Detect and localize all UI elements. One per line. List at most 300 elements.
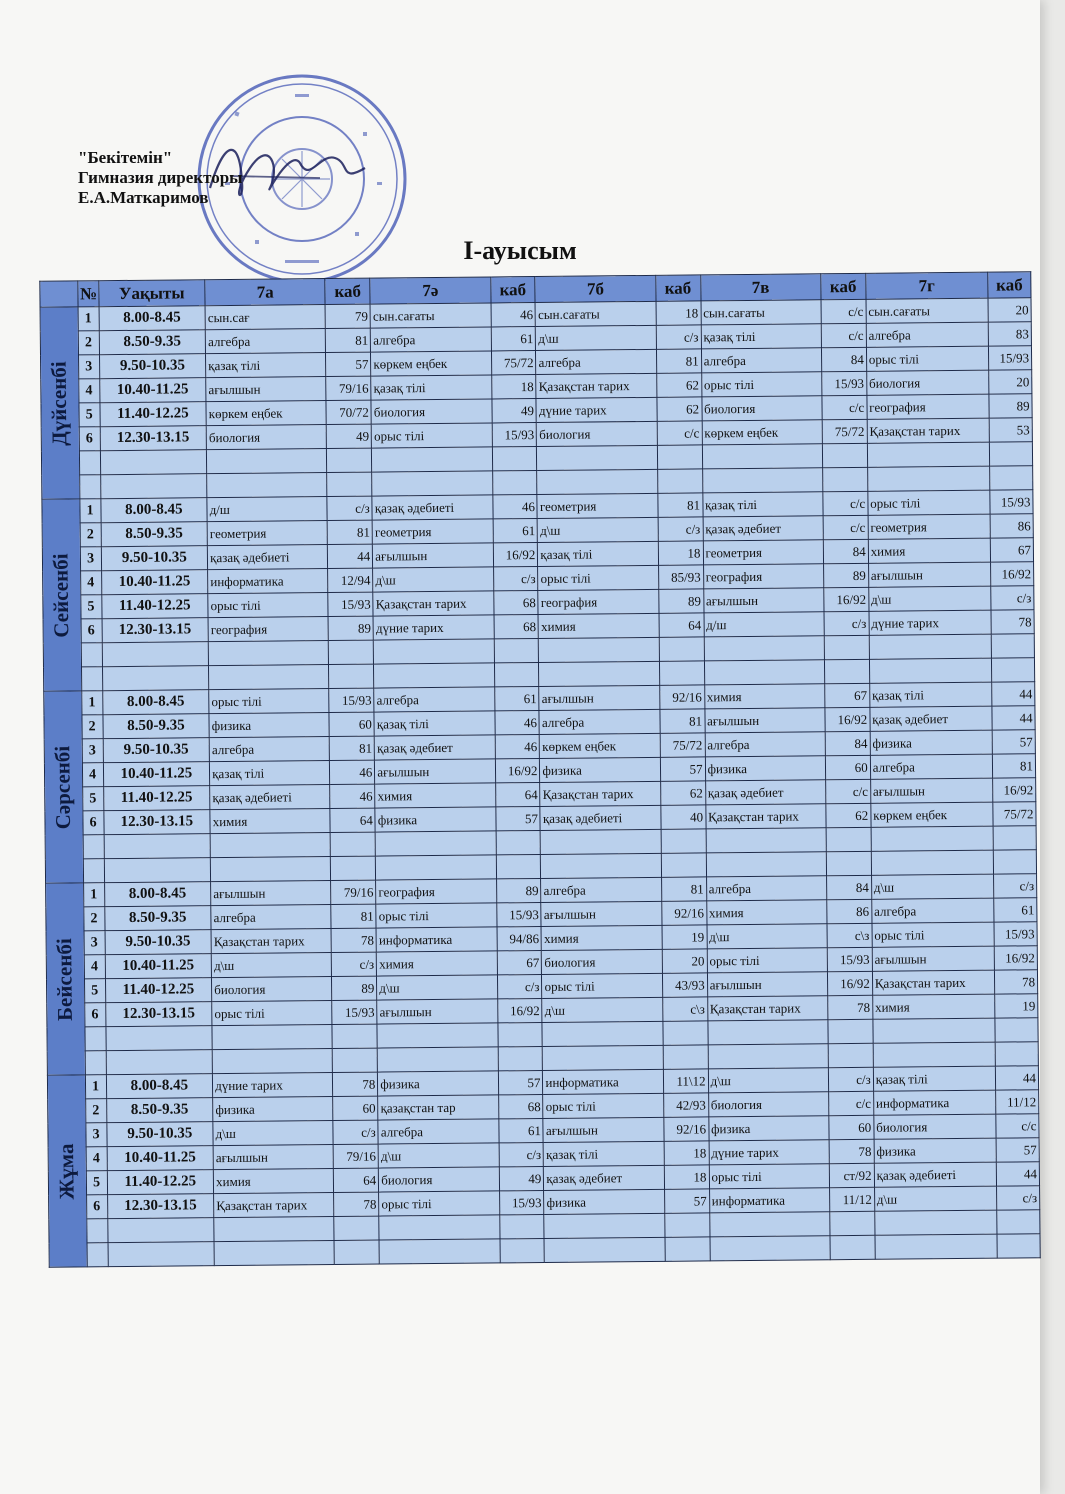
lesson-time: 8.50-9.35 [104,906,211,931]
lesson-number: 3 [86,1123,107,1147]
subject-cell: орыс тілі [209,689,329,714]
empty-cell [494,663,539,687]
subject-cell: қазақ тілі [206,353,326,378]
empty-cell [539,661,659,686]
subject-cell: биология [542,949,662,974]
empty-cell [329,640,374,664]
empty-cell [991,634,1034,658]
subject-cell: география [208,617,328,642]
subject-cell: д\ш [538,517,658,542]
room-cell: с\з [662,997,707,1021]
subject-cell: орыс тілі [866,346,989,371]
room-cell: с/з [656,325,701,349]
empty-cell [874,1210,997,1235]
column-header: каб [988,272,1031,298]
room-cell: 15/93 [990,490,1033,514]
empty-cell [543,1045,663,1070]
lesson-time: 10.40-11.25 [103,762,210,787]
empty-cell [824,635,869,659]
subject-cell: Қазақстан тарих [211,929,331,954]
lesson-number: 2 [78,331,99,355]
subject-cell: қазақ әдебиет [703,516,823,541]
empty-cell [79,475,100,499]
room-cell: 57 [495,806,540,830]
room-cell: 67 [990,538,1033,562]
room-cell: 81 [656,349,701,373]
lesson-number: 5 [84,979,105,1003]
subject-cell: химия [541,925,661,950]
subject-cell: химия [375,783,495,808]
empty-cell [100,450,207,475]
room-cell: 18 [664,1141,709,1165]
empty-cell [102,666,209,691]
room-cell: с/з [997,1186,1040,1210]
room-cell: с/з [499,1142,544,1166]
lesson-time: 11.40-12.25 [107,1170,214,1195]
subject-cell: физика [708,1116,828,1141]
empty-cell [498,1046,543,1070]
empty-cell [104,834,211,859]
room-cell: 68 [493,591,538,615]
lesson-number: 5 [79,403,100,427]
room-cell: 12/94 [328,568,373,592]
lesson-number: 3 [78,355,99,379]
room-cell: 81 [661,877,706,901]
empty-cell [830,1235,875,1259]
subject-cell: физика [544,1189,664,1214]
room-cell: 81 [330,736,375,760]
empty-cell [492,471,537,495]
room-cell: 75/72 [822,419,867,443]
subject-cell: дүние тарих [869,610,992,635]
subject-cell: көркем еңбек [540,733,660,758]
subject-cell: химия [704,684,824,709]
subject-cell: қазақ тілі [702,492,822,517]
lesson-number: 4 [80,571,101,595]
lesson-number: 2 [80,523,101,547]
lesson-time: 9.50-10.35 [105,930,212,955]
room-cell: 16/92 [497,998,542,1022]
room-cell: 79/16 [326,376,371,400]
column-header: 7а [205,279,325,306]
room-cell: 15/93 [492,423,537,447]
empty-cell [830,1211,875,1235]
subject-cell: д\ш [868,586,991,611]
subject-cell: химия [377,951,497,976]
room-cell: с/з [991,586,1034,610]
room-cell: 79/16 [333,1144,378,1168]
subject-cell: география [703,564,823,589]
empty-cell [83,835,104,859]
room-cell: 44 [992,706,1035,730]
lesson-time: 12.30-13.15 [100,426,207,451]
day-label [47,1075,86,1267]
subject-cell: қазақ тілі [538,541,658,566]
room-cell: 89 [328,616,373,640]
subject-cell: геометрия [537,493,657,518]
subject-cell: биология [206,425,326,450]
subject-cell: алгебра [539,709,659,734]
subject-cell: орыс тілі [212,1001,332,1026]
subject-cell: қазақ тілі [873,1066,996,1091]
room-cell: 94/86 [497,926,542,950]
subject-cell: д\ш [211,953,331,978]
room-cell: 16/92 [493,543,538,567]
corner-cell [40,281,78,307]
room-cell: 46 [491,303,536,327]
room-cell: 15/93 [821,371,866,395]
room-cell: 16/92 [825,707,870,731]
room-cell: 92/16 [661,901,706,925]
subject-cell: дүние тарих [213,1073,333,1098]
subject-cell: орыс тілі [872,922,995,947]
subject-cell: алгебра [705,732,825,757]
empty-cell [499,1214,544,1238]
empty-cell [661,853,706,877]
subject-cell: д\ш [707,924,827,949]
lesson-number: 1 [83,883,104,907]
empty-cell [541,829,661,854]
room-cell: 16/92 [993,778,1036,802]
lesson-number: 4 [78,379,99,403]
approval-line: Гимназия директоры [78,168,243,187]
subject-cell: ағылшын [206,377,326,402]
subject-cell: көркем еңбек [206,401,326,426]
page-title: I-ауысым [463,236,577,265]
room-cell: 49 [499,1166,544,1190]
room-cell: 64 [659,613,704,637]
room-cell: 64 [330,808,375,832]
empty-cell [327,472,372,496]
empty-cell [659,661,704,685]
empty-cell [875,1234,998,1259]
room-cell: 61 [491,327,536,351]
column-header: 7б [535,275,655,302]
subject-cell: алгебра [870,754,993,779]
empty-cell [995,1018,1038,1042]
subject-cell: д/ш [704,612,824,637]
subject-cell: д\ш [378,1143,498,1168]
empty-cell [374,663,494,688]
room-cell: 44 [992,682,1035,706]
lesson-number: 6 [83,811,104,835]
subject-cell: қазақ әдебиет [705,780,825,805]
room-cell: 15/93 [988,346,1031,370]
lesson-time: 12.30-13.15 [103,810,210,835]
lesson-time: 11.40-12.25 [105,978,212,1003]
subject-cell: орыс тілі [538,565,658,590]
empty-cell [871,850,994,875]
empty-cell [709,1212,829,1237]
column-header: 7г [865,272,988,299]
subject-cell: сын.сағаты [701,300,821,325]
subject-cell: қазақ әдебиеті [372,495,492,520]
empty-cell [210,857,330,882]
subject-cell: д\ш [542,997,662,1022]
subject-cell: сын.сағаты [866,298,989,323]
subject-cell: география [538,589,658,614]
empty-cell [665,1237,710,1261]
empty-cell [873,1018,996,1043]
room-cell: с/з [828,1067,873,1091]
room-cell: 89 [823,563,868,587]
empty-cell [210,833,330,858]
subject-cell: физика [540,757,660,782]
subject-cell: химия [210,809,330,834]
empty-cell [108,1242,215,1267]
empty-cell [867,442,990,467]
room-cell: 46 [495,735,540,759]
subject-cell: алгебра [701,348,821,373]
room-cell: 18 [658,541,703,565]
subject-cell: қазақ әдебиеті [874,1162,997,1187]
empty-cell [104,858,211,883]
lesson-number: 3 [84,931,105,955]
room-cell: 57 [660,757,705,781]
subject-cell: сын.сағаты [370,303,490,328]
empty-cell [81,667,102,691]
room-cell: 20 [988,298,1031,322]
empty-cell [989,442,1032,466]
room-cell: 60 [333,1096,378,1120]
room-cell: 84 [825,731,870,755]
column-header: Уақыты [98,280,205,307]
subject-cell: ағылшын [707,972,827,997]
subject-cell: қазақ әдебиеті [210,785,330,810]
lesson-time: 12.30-13.15 [107,1194,214,1219]
empty-cell [377,1023,497,1048]
lesson-time: 12.30-13.15 [102,618,209,643]
column-header: каб [325,278,370,304]
subject-cell: Қазақстан тарих [867,418,990,443]
room-cell: 15/93 [827,947,872,971]
subject-cell: дүние тарих [373,615,493,640]
empty-cell [659,637,704,661]
room-cell: с/с [821,299,866,323]
empty-cell [107,1218,214,1243]
room-cell: 64 [495,783,540,807]
empty-cell [330,832,375,856]
day-label [44,691,83,883]
room-cell: 61 [494,687,539,711]
room-cell: 75/72 [491,351,536,375]
empty-cell [214,1216,334,1241]
room-cell: 60 [829,1115,874,1139]
subject-cell: алгебра [871,898,994,923]
subject-cell: химия [872,994,995,1019]
lesson-time: 8.50-9.35 [106,1098,213,1123]
empty-cell [871,826,994,851]
lesson-number: 5 [86,1171,107,1195]
lesson-number: 5 [82,787,103,811]
subject-cell: алгебра [205,329,325,354]
empty-cell [214,1240,334,1265]
room-cell: 78 [991,610,1034,634]
subject-cell: д\ш [708,1068,828,1093]
empty-cell [327,448,372,472]
room-cell: 19 [662,925,707,949]
room-cell: 18 [491,375,536,399]
subject-cell: қазақ тілі [374,711,494,736]
room-cell: 44 [996,1162,1039,1186]
subject-cell: Қазақстан тарих [214,1192,334,1217]
subject-cell: ағылшын [539,685,659,710]
subject-cell: қазақ әдебиеті [540,805,660,830]
subject-cell: дүние тарих [536,397,656,422]
room-cell: с/с [823,515,868,539]
empty-cell [79,451,100,475]
room-cell: 16/92 [824,587,869,611]
room-cell: 19 [995,994,1038,1018]
empty-cell [990,466,1033,490]
empty-cell [497,1022,542,1046]
subject-cell: информатика [543,1069,663,1094]
subject-cell: қазақ тілі [371,375,491,400]
subject-cell: ағылшын [705,708,825,733]
empty-cell [537,469,657,494]
schedule-sheet [39,271,1040,1266]
room-cell: 43/93 [662,973,707,997]
empty-cell [372,471,492,496]
room-cell: 15/93 [496,902,541,926]
empty-cell [86,1219,107,1243]
subject-cell: д/ш [207,497,327,522]
room-cell: 11/12 [829,1187,874,1211]
room-cell: 79/16 [331,880,376,904]
empty-cell [375,831,495,856]
room-cell: 20 [662,949,707,973]
subject-cell: ағылшын [543,1117,663,1142]
room-cell: с/з [658,517,703,541]
room-cell: 15/93 [328,592,373,616]
empty-cell [333,1048,378,1072]
subject-cell: орыс тілі [376,903,496,928]
subject-cell: қазақ тілі [701,324,821,349]
room-cell: с/с [828,1091,873,1115]
subject-cell: алгебра [541,877,661,902]
empty-cell [702,444,822,469]
room-cell: 16/92 [827,971,872,995]
subject-cell: орыс тілі [208,593,328,618]
subject-cell: ағылшын [872,946,995,971]
room-cell: 18 [656,301,701,325]
empty-cell [822,443,867,467]
room-cell: 20 [989,370,1032,394]
subject-cell: биология [866,370,989,395]
room-cell: 86 [990,514,1033,538]
empty-cell [496,854,541,878]
subject-cell: Қазақстан тарих [536,373,656,398]
room-cell: 89 [332,976,377,1000]
empty-cell [873,1042,996,1067]
subject-cell: сын.сағаты [535,301,655,326]
subject-cell: ағылшын [541,901,661,926]
lesson-time: 9.50-10.35 [99,354,206,379]
lesson-time: 11.40-12.25 [99,402,206,427]
room-cell: 57 [664,1189,709,1213]
room-cell: с/з [327,496,372,520]
subject-cell: д\ш [871,874,994,899]
subject-cell: орыс тілі [868,490,991,515]
empty-cell [661,829,706,853]
lesson-time: 8.00-8.45 [104,882,211,907]
room-cell: 40 [660,805,705,829]
subject-cell: физика [874,1138,997,1163]
room-cell: 78 [334,1192,379,1216]
approval-line: Е.А.Маткаримов [78,188,209,207]
room-cell: 84 [826,875,871,899]
room-cell: 15/93 [332,1000,377,1024]
subject-cell: көркем еңбек [371,351,491,376]
subject-cell: ағылшын [211,881,331,906]
subject-cell: физика [375,807,495,832]
empty-cell [995,1042,1038,1066]
subject-cell: информатика [376,927,496,952]
lesson-time: 8.00-8.45 [99,306,206,331]
subject-cell: информатика [873,1090,996,1115]
room-cell: 62 [826,803,871,827]
room-cell: 84 [823,539,868,563]
empty-cell [208,641,328,666]
subject-cell: д\ш [377,975,497,1000]
empty-cell [708,1020,828,1045]
room-cell: с/с [996,1114,1039,1138]
subject-cell: информатика [208,569,328,594]
room-cell: 42/93 [663,1093,708,1117]
empty-cell [710,1236,830,1261]
lesson-number: 2 [82,715,103,739]
subject-cell: ағылшын [703,588,823,613]
lesson-time: 8.00-8.45 [100,498,207,523]
subject-cell: биология [212,977,332,1002]
empty-cell [212,1049,332,1074]
subject-cell: ағылшын [868,562,991,587]
subject-cell: қазақ тілі [869,682,992,707]
lesson-number: 6 [84,1003,105,1027]
subject-cell: орыс тілі [371,423,491,448]
subject-cell: алгебра [371,327,491,352]
subject-cell: геометрия [372,519,492,544]
day-name: Сейсенбі [48,552,74,638]
empty-cell [331,856,376,880]
room-cell: 62 [657,397,702,421]
lesson-time: 10.40-11.25 [107,1146,214,1171]
empty-cell [664,1213,709,1237]
subject-cell: химия [213,1168,333,1193]
empty-cell [828,1043,873,1067]
lesson-number: 6 [86,1195,107,1219]
subject-cell: қазақ әдебиет [374,735,494,760]
day-label [40,307,79,499]
empty-cell [87,1243,108,1267]
room-cell: 78 [827,995,872,1019]
room-cell: 81 [992,754,1035,778]
room-cell: 78 [829,1139,874,1163]
day-name: Бейсенбі [52,937,78,1021]
lesson-number: 6 [79,427,100,451]
room-cell: 78 [331,928,376,952]
empty-cell [706,852,826,877]
room-cell: 85/93 [658,565,703,589]
room-cell: 60 [825,755,870,779]
room-cell: с/з [824,611,869,635]
subject-cell: көркем еңбек [871,802,994,827]
empty-cell [379,1215,499,1240]
lesson-time: 10.40-11.25 [99,378,206,403]
column-header: 7в [700,274,820,301]
room-cell: 16/92 [994,946,1037,970]
subject-cell: биология [874,1114,997,1139]
